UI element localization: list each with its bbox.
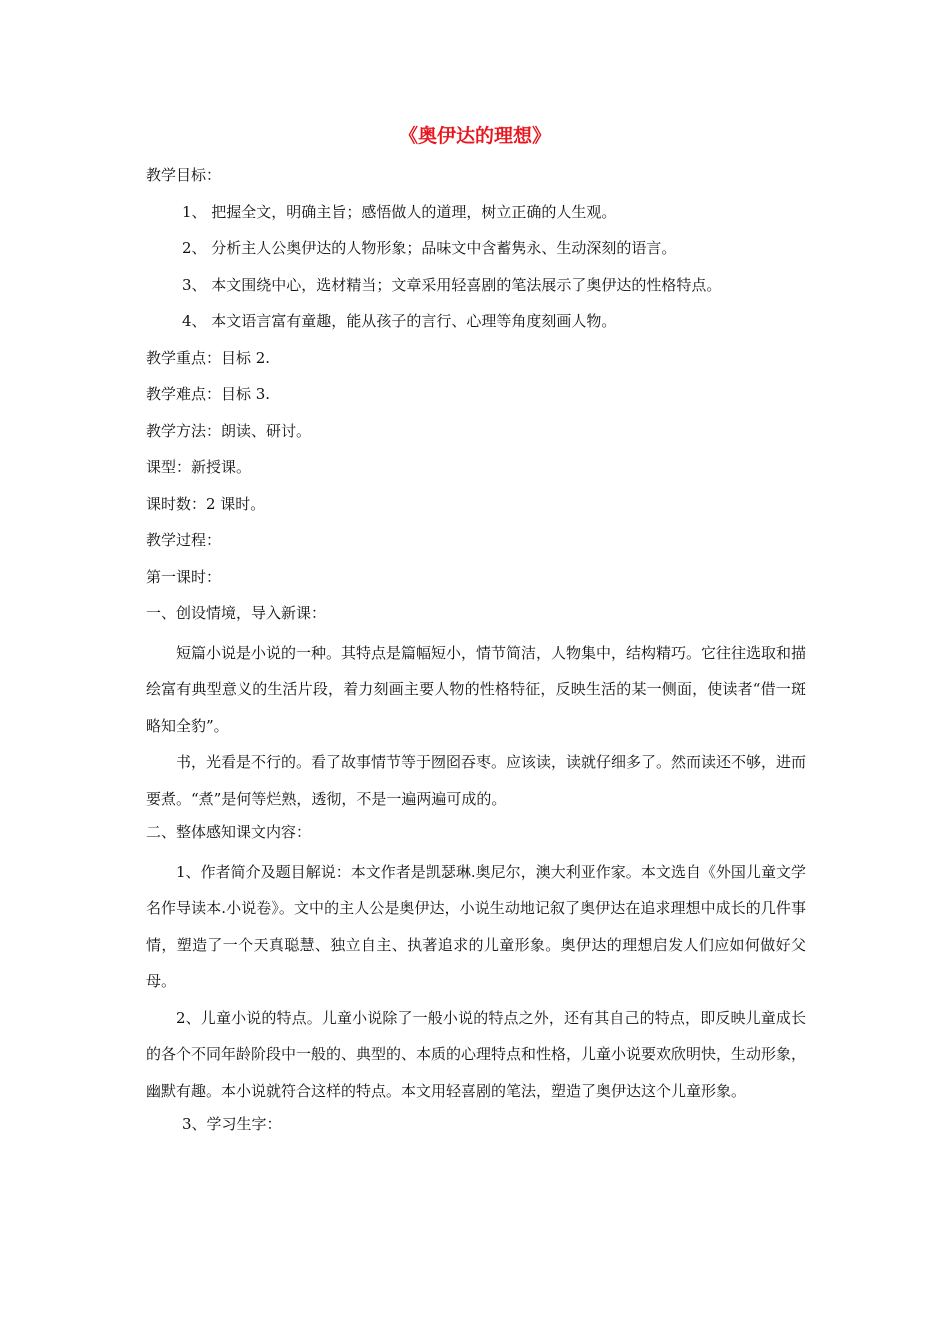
goal-item-2: 2、 分析主人公奥伊达的人物形象；品味文中含蓄隽永、生动深刻的语言。 — [182, 239, 677, 257]
intro-paragraph-1: 短篇小说是小说的一种。其特点是篇幅短小，情节简洁，人物集中，结构精巧。它往往选取和描绘富有典型意义的生活片段，着力刻画主要人物的性格特征，反映生活的某一侧面，使读者“借一斑略知全豹”。 — [146, 643, 807, 735]
process-heading: 教学过程： — [146, 531, 222, 549]
goals-heading: 教学目标： — [146, 166, 222, 184]
intro-paragraph-2: 书，光看是不行的。看了故事情节等于囫囵吞枣。应该读，读就仔细多了。然而读还不够，进而要煮。“煮”是何等烂熟，透彻，不是一遍两遍可成的。 — [146, 753, 807, 808]
children-novel-paragraph: 2、儿童小说的特点。儿童小说除了一般小说的特点之外，还有其自己的特点，即反映儿童成长的各个不同年龄阶段中一般的、典型的、本质的心理特点和性格，儿童小说要欢欣明快，生动形象，幽默有趣。本小说就符合这样的特点。本文用轻喜剧的笔法，塑造了奥伊达这个儿童形象。 — [146, 1008, 807, 1100]
section-1-heading: 一、创设情境，导入新课： — [146, 604, 327, 622]
document-body — [146, 160, 806, 1146]
lesson-type-line: 课型：新授课。 — [146, 458, 252, 476]
first-lesson-heading: 第一课时： — [146, 567, 222, 586]
goal-item-3: 3、 本文围绕中心，选材精当；文章采用轻喜剧的笔法展示了奥伊达的性格特点。 — [182, 275, 722, 294]
hours-line: 课时数：2 课时。 — [146, 494, 266, 513]
key-point-line: 教学重点：目标 2. — [146, 348, 271, 367]
goal-item-4: 4、 本文语言富有童趣，能从孩子的言行、心理等角度刻画人物。 — [182, 312, 617, 330]
author-paragraph: 1、作者简介及题目解说：本文作者是凯瑟琳.奥尼尔，澳大利亚作家。本文选自《外国儿童文学名作导读本.小说卷》。文中的主人公是奥伊达，小说生动地记叙了奥伊达在追求理想中成长的几件事情，塑造了一个天真聪慧、独立自主、执著追求的儿童形象。奥伊达的理想启发人们应如何做好父母。 — [146, 862, 806, 990]
method-line: 教学方法：朗读、研讨。 — [146, 421, 312, 440]
difficulty-line: 教学难点：目标 3. — [146, 385, 271, 403]
document-title: 《奥伊达的理想》 — [398, 125, 551, 147]
new-words-item: 3、学习生字： — [182, 1115, 282, 1133]
goal-item-1: 1、 把握全文，明确主旨；感悟做人的道理，树立正确的人生观。 — [182, 202, 617, 221]
section-2-heading: 二、整体感知课文内容： — [146, 823, 312, 841]
